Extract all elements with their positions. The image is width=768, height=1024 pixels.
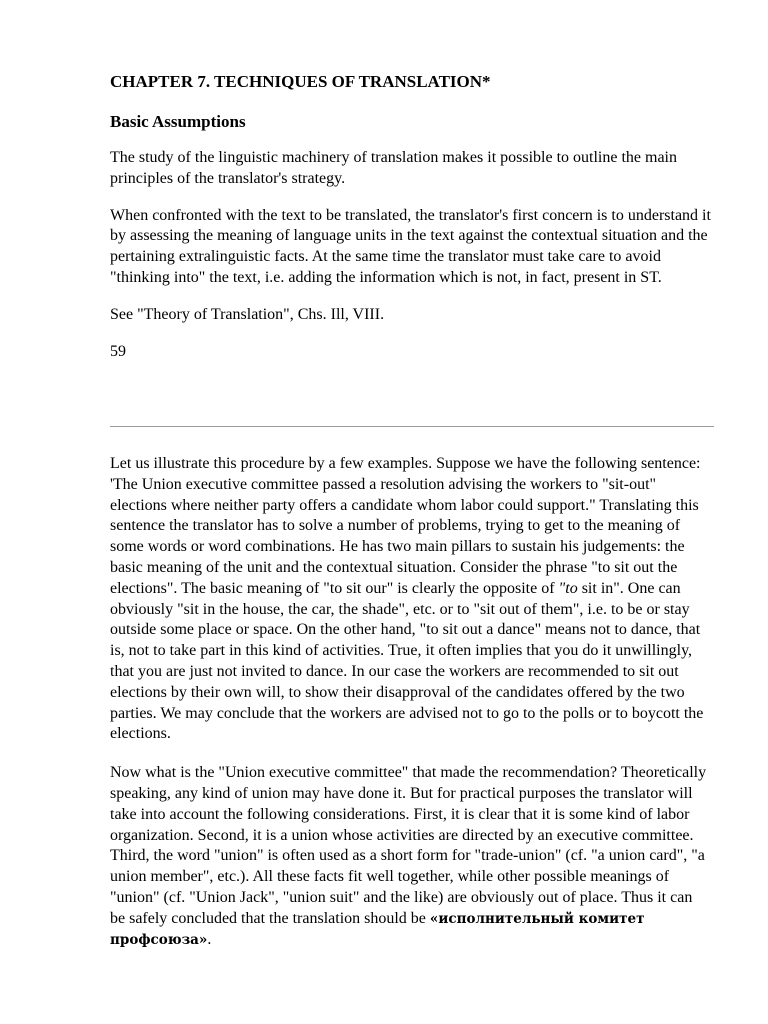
paragraph bbox=[110, 454, 710, 745]
paragraph: The study of the linguistic machinery of translation makes it possible to outline the main principles of the translator's strategy. bbox=[110, 149, 677, 187]
page-59 bbox=[110, 62, 720, 362]
paragraph bbox=[110, 763, 710, 950]
paragraph-text: Let us illustrate this procedure by a few examples. Suppose we have the following sentence: 'The Union executive committee passed a resolution advising the workers to "sit-out" elections where neither party offers a candidate whom labor could support." Translating this sentence the translator has to solve a number of problems, trying to get to the meaning of some words or word combinations. He has two main pillars to sustain his judgements: the basic meaning of the unit and the contextual situation. Consider the phrase "to sit out the elections". The basic meaning of "to sit our" is clearly the opposite of bbox=[110, 455, 701, 597]
section-title: Basic Assumptions bbox=[110, 112, 246, 131]
footnote: See "Theory of Translation", Chs. Ill, VIII. bbox=[110, 305, 385, 323]
page-number: 59 bbox=[110, 342, 126, 360]
paragraph-text: sit in". One can obviously "sit in the house, the car, the shade", etc. or to "sit out of them", i.e. to be or stay outside some place or space. On the other hand, "to sit out a dance" means not to dance, that is, not to take part in this kind of activities. True, it often implies that you do it unwillingly, that you are just not invited to dance. In our case the workers are recommended to sit out elections by their own will, to show their disapproval of the candidates offered by the two parties. We may conclude that the workers are advised not to go to the polls or to boycott the elections. bbox=[110, 579, 704, 743]
page-60 bbox=[110, 454, 710, 968]
paragraph-text: . bbox=[207, 930, 212, 948]
paragraph: When confronted with the text to be translated, the translator's first concern is to understand it by assessing the meaning of language units in the text against the contextual situation and the pertaining extralinguistic facts. At the same time the translator must take care to avoid "thinking into" the text, i.e. adding the information which is not, in fact, present in ST. bbox=[110, 206, 711, 286]
chapter-title: CHAPTER 7. TECHNIQUES OF TRANSLATION* bbox=[110, 72, 491, 91]
russian-translation: «исполнительный комитет профсоюза» bbox=[110, 910, 645, 948]
page-divider bbox=[110, 426, 714, 427]
italic-text: "to bbox=[558, 579, 578, 597]
paragraph-text: Now what is the "Union executive committee" that made the recommendation? Theoretically speaking, any kind of union may have done it. But for practical purposes the translator will take into account the following considerations. First, it is clear that it is some kind of labor organization. Second, it is a union whose activities are directed by an executive committee. Third, the word "union" is often used as a short form for "trade-union" (cf. "a union card", "a union member", etc.). All these facts fit well together, while other possible meanings of "union" (cf. "Union Jack", "union suit" and the like) are obviously out of place. Thus it can be safely concluded that the translation should be bbox=[110, 764, 707, 927]
